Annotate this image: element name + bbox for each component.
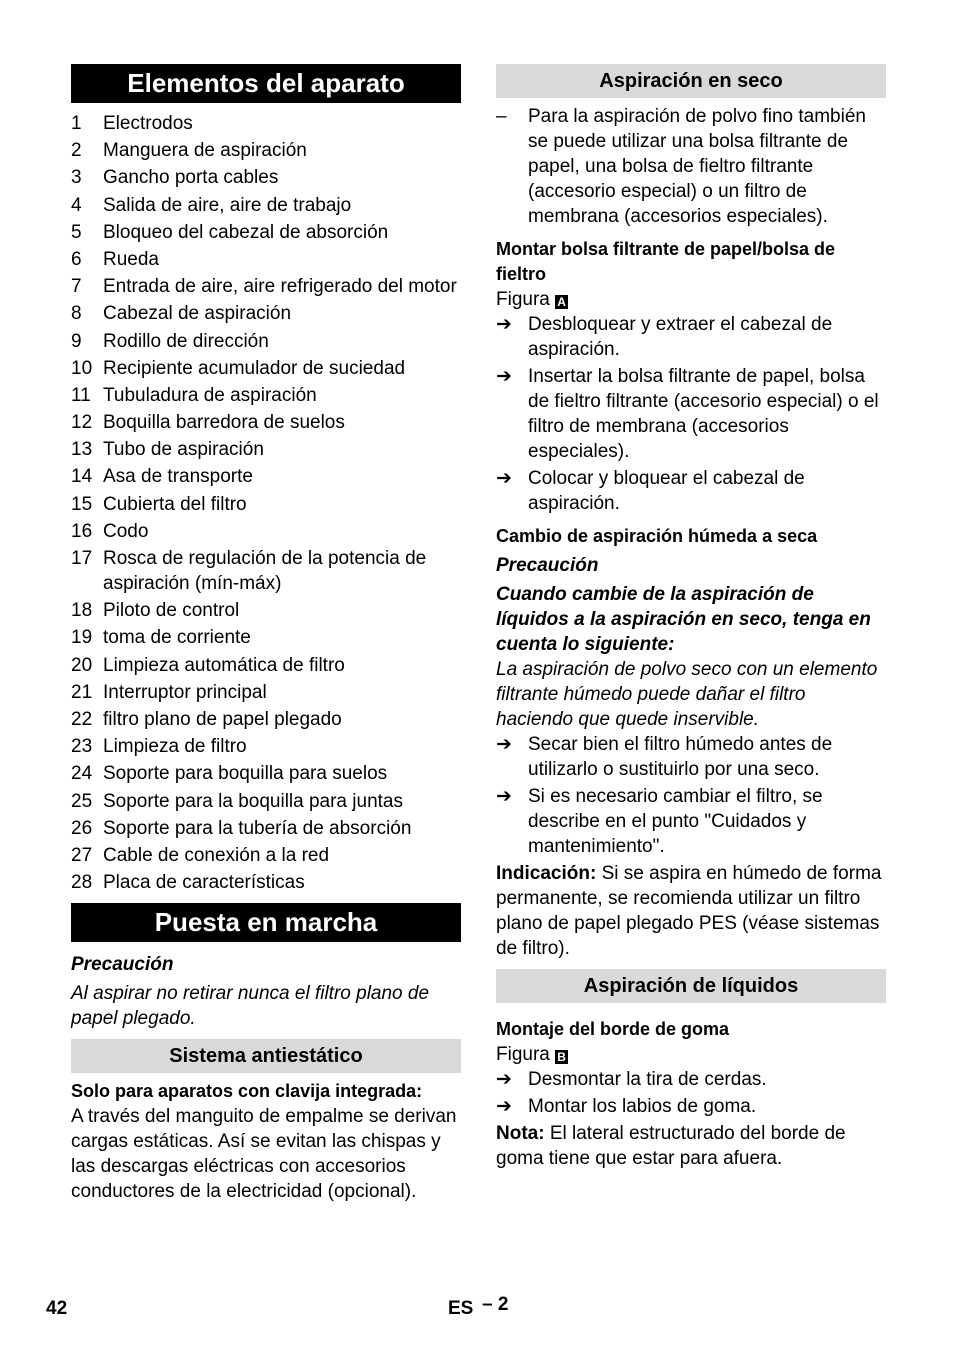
page-number: 42 bbox=[46, 1298, 68, 1319]
item-number: 24 bbox=[71, 763, 93, 785]
item-number: 28 bbox=[71, 872, 93, 894]
parts-list bbox=[71, 111, 461, 895]
step-item bbox=[496, 312, 886, 362]
item-number: 20 bbox=[71, 654, 93, 676]
item-number: 12 bbox=[71, 412, 93, 434]
item-text: Manguera de aspiración bbox=[103, 140, 307, 162]
left-column bbox=[71, 64, 461, 1204]
item-text: Limpieza automática de filtro bbox=[103, 654, 345, 676]
caution-text: Al aspirar no retirar nunca el filtro plano de papel plegado. bbox=[71, 983, 430, 1030]
subheading-borde-goma: Montaje del borde de goma bbox=[496, 1019, 730, 1039]
list-item bbox=[71, 816, 461, 841]
steps-c-list bbox=[496, 1067, 886, 1119]
note-label: Indicación: bbox=[496, 863, 597, 884]
figure-label: Figura bbox=[496, 289, 550, 310]
step-item bbox=[496, 732, 886, 782]
arrow-icon: ➔ bbox=[496, 1096, 512, 1117]
list-item bbox=[71, 111, 461, 136]
figure-label: Figura bbox=[496, 1044, 550, 1065]
item-number: 3 bbox=[71, 167, 82, 189]
item-number: 5 bbox=[71, 221, 82, 243]
step-text: Insertar la bolsa filtrante de papel, bolsa de fieltro filtrante (accesorio especial) o el filtro de membrana (accesorios especiales). bbox=[528, 366, 879, 462]
item-number: 4 bbox=[71, 194, 82, 216]
item-number: 15 bbox=[71, 493, 93, 515]
footer-subpage: – 2 bbox=[482, 1294, 509, 1315]
dash-item bbox=[496, 104, 886, 229]
list-item bbox=[71, 598, 461, 623]
dash-text: Para la aspiración de polvo fino también se puede utilizar una bolsa filtrante de papel, una bolsa de fieltro filtrante (accesorio especial) o un filtro de membrana (accesorios especiales). bbox=[528, 106, 866, 227]
figure-ref-b bbox=[496, 1042, 886, 1067]
list-item bbox=[71, 247, 461, 272]
note-paragraph bbox=[496, 861, 886, 961]
item-number: 2 bbox=[71, 140, 82, 162]
list-item bbox=[71, 301, 461, 326]
item-number: 16 bbox=[71, 520, 93, 542]
item-text: Cubierta del filtro bbox=[103, 493, 247, 515]
antistatic-body: A través del manguito de empalme se derivan cargas estáticas. Así se evitan las chispas y las descargas eléctricas con accesorios conductores de la electricidad (opcional). bbox=[71, 1106, 457, 1203]
item-number: 14 bbox=[71, 466, 93, 488]
item-text: Recipiente acumulador de suciedad bbox=[103, 357, 406, 379]
list-item bbox=[71, 356, 461, 381]
item-text: Asa de transporte bbox=[103, 466, 253, 488]
item-text: Salida de aire, aire de trabajo bbox=[103, 194, 352, 216]
list-item bbox=[71, 789, 461, 814]
heading-aspiracion-seco: Aspiración en seco bbox=[496, 64, 886, 98]
item-number: 27 bbox=[71, 844, 93, 866]
item-number: 7 bbox=[71, 276, 82, 298]
list-item bbox=[71, 329, 461, 354]
item-number: 9 bbox=[71, 330, 82, 352]
item-text: Tubo de aspiración bbox=[103, 439, 264, 461]
item-number: 1 bbox=[71, 113, 82, 134]
subheading-cambio: Cambio de aspiración húmeda a seca bbox=[496, 526, 818, 546]
heading-elementos: Elementos del aparato bbox=[71, 64, 461, 103]
caution-label: Precaución bbox=[71, 954, 174, 976]
caution-label-right: Precaución bbox=[496, 555, 599, 576]
step-item bbox=[496, 1094, 886, 1119]
heading-aspiracion-liquidos: Aspiración de líquidos bbox=[496, 969, 886, 1003]
step-item bbox=[496, 364, 886, 464]
nota-paragraph bbox=[496, 1121, 886, 1171]
step-item bbox=[496, 1067, 886, 1092]
item-number: 21 bbox=[71, 681, 93, 703]
item-number: 11 bbox=[71, 384, 91, 406]
step-text: Montar los labios de goma. bbox=[528, 1096, 757, 1117]
list-item bbox=[71, 464, 461, 489]
item-text: Electrodos bbox=[103, 113, 193, 134]
steps-a-list bbox=[496, 312, 886, 516]
item-text: Boquilla barredora de suelos bbox=[103, 412, 345, 434]
step-item bbox=[496, 784, 886, 859]
dash-mark: – bbox=[496, 106, 507, 127]
note-text: Si se aspira en húmedo de forma permanente, se recomienda utilizar un filtro plano de papel plegado PES (véase sistemas de filtro). bbox=[496, 863, 882, 959]
steps-b-list bbox=[496, 732, 886, 859]
right-column bbox=[496, 64, 886, 1171]
item-text: Rueda bbox=[103, 248, 159, 270]
list-item bbox=[71, 761, 461, 786]
item-number: 23 bbox=[71, 736, 93, 758]
item-text: Piloto de control bbox=[103, 600, 240, 622]
heading-puesta-en-marcha: Puesta en marcha bbox=[71, 903, 461, 942]
item-text: Tubuladura de aspiración bbox=[103, 384, 317, 406]
heading-sistema-antiestatico: Sistema antiestático bbox=[71, 1039, 461, 1073]
list-item bbox=[71, 437, 461, 462]
list-item bbox=[71, 492, 461, 517]
step-text: Si es necesario cambiar el filtro, se describe en el punto "Cuidados y mantenimiento". bbox=[528, 786, 823, 857]
item-number: 18 bbox=[71, 600, 93, 622]
list-item bbox=[71, 625, 461, 650]
caution-bold: Cuando cambie de la aspiración de líquidos a la aspiración en seco, tenga en cuenta lo siguiente: bbox=[496, 584, 871, 655]
item-text: Interruptor principal bbox=[103, 681, 267, 703]
figure-b-icon: B bbox=[555, 1050, 568, 1064]
figure-ref-a bbox=[496, 287, 886, 312]
item-text: Soporte para la tubería de absorción bbox=[103, 817, 412, 839]
item-text: Gancho porta cables bbox=[103, 167, 279, 189]
subheading-clavija: Solo para aparatos con clavija integrada: bbox=[71, 1081, 423, 1102]
nota-label: Nota: bbox=[496, 1123, 545, 1144]
item-number: 13 bbox=[71, 439, 93, 461]
item-text: Entrada de aire, aire refrigerado del motor bbox=[103, 276, 457, 298]
caution-italic: La aspiración de polvo seco con un elemento filtrante húmedo puede dañar el filtro haciendo que quede inservible. bbox=[496, 659, 878, 730]
item-number: 10 bbox=[71, 357, 93, 379]
arrow-icon: ➔ bbox=[496, 786, 512, 807]
figure-a-icon: A bbox=[555, 295, 568, 309]
arrow-icon: ➔ bbox=[496, 734, 512, 755]
list-item bbox=[71, 519, 461, 544]
item-number: 8 bbox=[71, 303, 82, 325]
item-text: Placa de características bbox=[103, 872, 305, 894]
list-item bbox=[71, 138, 461, 163]
list-item bbox=[71, 546, 461, 596]
list-item bbox=[71, 410, 461, 435]
list-item bbox=[71, 165, 461, 190]
list-item bbox=[71, 383, 461, 408]
item-text: Codo bbox=[103, 520, 149, 542]
item-text: Limpieza de filtro bbox=[103, 736, 247, 758]
step-text: Colocar y bloquear el cabezal de aspiración. bbox=[528, 468, 805, 514]
item-text: Bloqueo del cabezal de absorción bbox=[103, 221, 389, 243]
item-number: 22 bbox=[71, 708, 93, 730]
item-number: 19 bbox=[71, 627, 93, 649]
list-item bbox=[71, 734, 461, 759]
step-text: Desmontar la tira de cerdas. bbox=[528, 1069, 767, 1090]
item-text: Soporte para la boquilla para juntas bbox=[103, 790, 403, 812]
step-text: Desbloquear y extraer el cabezal de aspiración. bbox=[528, 314, 833, 360]
arrow-icon: ➔ bbox=[496, 366, 512, 387]
item-text: Cable de conexión a la red bbox=[103, 844, 330, 866]
list-item bbox=[71, 274, 461, 299]
footer-lang: ES bbox=[448, 1298, 474, 1319]
item-text: Soporte para boquilla para suelos bbox=[103, 763, 388, 785]
item-text: Cabezal de aspiración bbox=[103, 303, 292, 325]
list-item bbox=[71, 680, 461, 705]
item-number: 17 bbox=[71, 548, 93, 569]
list-item bbox=[71, 653, 461, 678]
item-number: 6 bbox=[71, 248, 82, 270]
list-item bbox=[71, 220, 461, 245]
item-text: filtro plano de papel plegado bbox=[103, 708, 342, 730]
step-text: Secar bien el filtro húmedo antes de utilizarlo o sustituirlo por una seco. bbox=[528, 734, 833, 780]
step-item bbox=[496, 466, 886, 516]
item-number: 26 bbox=[71, 817, 93, 839]
item-text: Rodillo de dirección bbox=[103, 330, 269, 352]
list-item bbox=[71, 870, 461, 895]
nota-text: El lateral estructurado del borde de goma tiene que estar para afuera. bbox=[496, 1123, 846, 1169]
list-item bbox=[71, 843, 461, 868]
arrow-icon: ➔ bbox=[496, 468, 512, 489]
list-item bbox=[71, 193, 461, 218]
subheading-montar-bolsa: Montar bolsa filtrante de papel/bolsa de fieltro bbox=[496, 239, 836, 284]
arrow-icon: ➔ bbox=[496, 314, 512, 335]
arrow-icon: ➔ bbox=[496, 1069, 512, 1090]
item-text: Rosca de regulación de la potencia de aspiración (mín-máx) bbox=[103, 548, 427, 594]
item-number: 25 bbox=[71, 790, 93, 812]
list-item bbox=[71, 707, 461, 732]
item-text: toma de corriente bbox=[103, 627, 251, 649]
